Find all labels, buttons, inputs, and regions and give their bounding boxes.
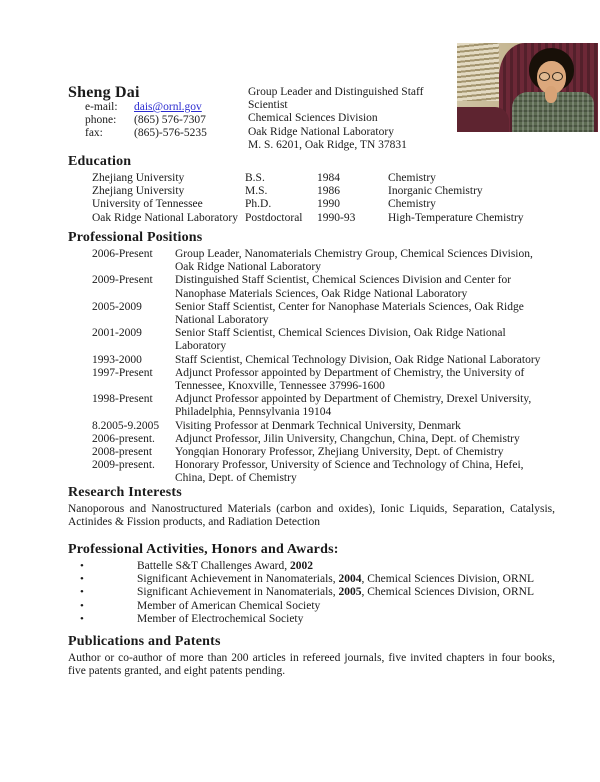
period: 2006-present. — [92, 432, 155, 445]
phone-label: phone: — [85, 114, 117, 127]
year: 1990-93 — [317, 211, 356, 224]
research-heading: Research Interests — [68, 485, 182, 500]
positions-heading: Professional Positions — [68, 230, 203, 245]
period: 8.2005-9.2005 — [92, 419, 160, 432]
bullet-icon: • — [80, 612, 84, 625]
position-row — [68, 354, 555, 367]
position-description: Adjunct Professor, Jilin University, Changchun, China, Dept. of Chemistry — [175, 432, 520, 445]
institution: University of Tennessee — [92, 198, 203, 211]
section-publications — [68, 633, 555, 678]
degree: M.S. — [245, 185, 268, 198]
period: 1997-Present — [92, 366, 153, 379]
window-blinds — [457, 43, 499, 101]
phone-value: (865) 576-7307 — [134, 114, 206, 127]
position-description: Yongqian Honorary Professor, Zhejiang University, Dept. of Chemistry — [175, 446, 504, 459]
contact-row-fax — [68, 127, 248, 140]
field: Inorganic Chemistry — [388, 185, 483, 198]
person-hand — [545, 86, 557, 103]
field: Chemistry — [388, 172, 436, 184]
section-education — [68, 153, 555, 225]
year: 1990 — [317, 198, 340, 211]
position-row — [68, 420, 555, 433]
fax-label: fax: — [85, 127, 103, 140]
contact-row-email — [68, 101, 248, 114]
position-description: Honorary Professor, University of Science and Technology of China, Hefei, China, Dept. of Chemistry — [175, 459, 524, 485]
bullet-icon: • — [80, 573, 84, 586]
field: High-Temperature Chemistry — [388, 211, 524, 224]
award-item — [68, 613, 555, 626]
period: 2008-present — [92, 446, 153, 459]
research-text: Nanoporous and Nanostructured Materials (carbon and oxides), Ionic Liquids, Separation, Catalysis, Actinides & Fission products, and Radiation Detection — [68, 503, 555, 529]
bullet-icon: • — [80, 560, 84, 572]
position-description: Group Leader, Nanomaterials Chemistry Group, Chemical Sciences Division, Oak Ridge National Laboratory — [175, 248, 533, 274]
award-item — [68, 586, 555, 599]
award-item — [68, 573, 555, 586]
award-text: Significant Achievement in Nanomaterials, 2005, Chemical Sciences Division, ORNL — [137, 586, 534, 599]
publications-text: Author or co-author of more than 200 articles in refereed journals, five invited chapters in four books, five patents granted, and eight patents pending. — [68, 652, 555, 678]
award-text: Member of American Chemical Society — [137, 599, 321, 612]
position-row — [68, 459, 555, 485]
education-heading: Education — [68, 154, 132, 169]
position-description: Senior Staff Scientist, Center for Nanophase Materials Sciences, Oak Ridge National Laboratory — [175, 300, 524, 327]
period: 2006-Present — [92, 248, 153, 260]
period: 1998-Present — [92, 393, 153, 406]
education-row — [68, 212, 555, 225]
degree: Postdoctoral — [245, 211, 303, 224]
division: Chemical Sciences Division — [248, 112, 378, 125]
armchair-arm — [457, 107, 509, 132]
field: Chemistry — [388, 198, 436, 211]
period: 2001-2009 — [92, 327, 142, 340]
award-item — [68, 560, 555, 573]
award-item — [68, 600, 555, 613]
person-name: Sheng Dai — [68, 84, 140, 101]
job-title: Group Leader and Distinguished Staff Scientist — [248, 86, 424, 112]
address: M. S. 6201, Oak Ridge, TN 37831 — [248, 138, 407, 151]
position-row — [68, 248, 555, 274]
section-research-interests — [68, 484, 555, 529]
header — [68, 84, 248, 141]
education-row — [68, 185, 555, 198]
affiliation — [248, 86, 463, 152]
degree: B.S. — [245, 172, 265, 184]
award-text: Member of Electrochemical Society — [137, 612, 304, 625]
section-awards — [68, 541, 555, 626]
fax-value: (865)-576-5235 — [134, 127, 207, 140]
education-row — [68, 172, 555, 185]
position-description: Staff Scientist, Chemical Technology Division, Oak Ridge National Laboratory — [175, 353, 541, 366]
glasses-right-lens — [552, 72, 563, 81]
email-label: e-mail: — [85, 101, 118, 113]
education-row — [68, 198, 555, 211]
position-row — [68, 446, 555, 459]
award-text: Significant Achievement in Nanomaterials, 2004, Chemical Sciences Division, ORNL — [137, 573, 534, 586]
position-row — [68, 393, 555, 419]
position-row — [68, 327, 555, 353]
glasses-left-lens — [539, 72, 550, 81]
institution: Zhejiang University — [92, 185, 185, 198]
position-description: Senior Staff Scientist, Chemical Sciences Division, Oak Ridge National Laboratory — [175, 327, 506, 353]
bullet-icon: • — [80, 599, 84, 612]
period: 2009-present. — [92, 459, 155, 472]
section-positions — [68, 229, 555, 486]
position-row — [68, 274, 555, 300]
period: 1993-2000 — [92, 353, 142, 366]
laboratory: Oak Ridge National Laboratory — [248, 125, 394, 138]
position-description: Visiting Professor at Denmark Technical University, Denmark — [175, 419, 461, 432]
position-description: Distinguished Staff Scientist, Chemical Sciences Division and Center for Nanophase Materials Sciences, Oak Ridge National Laboratory — [175, 274, 512, 300]
position-description: Adjunct Professor appointed by Department of Chemistry, the University of Tennessee, Knoxville, Tennessee 37996-1600 — [175, 366, 525, 393]
year: 1984 — [317, 172, 340, 184]
award-text: Battelle S&T Challenges Award, 2002 — [137, 560, 313, 572]
publications-heading: Publications and Patents — [68, 634, 221, 649]
position-row — [68, 367, 555, 393]
degree: Ph.D. — [245, 198, 272, 211]
period: 2009-Present — [92, 274, 153, 287]
position-description: Adjunct Professor appointed by Department of Chemistry, Drexel University, Philadelphia, Pennsylvania 19104 — [175, 393, 532, 419]
portrait-photo — [457, 43, 598, 132]
period: 2005-2009 — [92, 300, 142, 313]
email-link[interactable]: dais@ornl.gov — [134, 101, 202, 113]
position-row — [68, 433, 555, 446]
institution: Zhejiang University — [92, 172, 185, 184]
institution: Oak Ridge National Laboratory — [92, 211, 238, 224]
bullet-icon: • — [80, 586, 84, 599]
position-row — [68, 301, 555, 327]
awards-heading: Professional Activities, Honors and Awards: — [68, 542, 339, 557]
year: 1986 — [317, 185, 340, 198]
contact-row-phone — [68, 114, 248, 127]
